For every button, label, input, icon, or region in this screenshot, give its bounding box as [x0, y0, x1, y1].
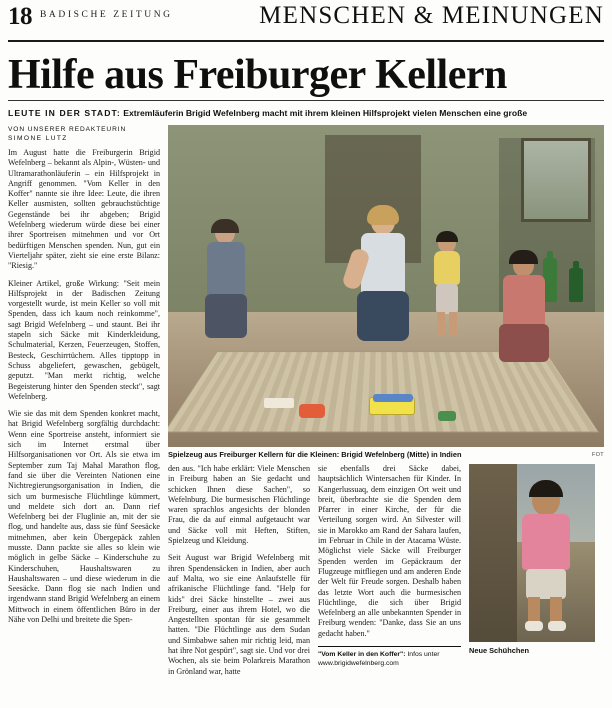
lower-columns [168, 464, 604, 684]
paragraph: Seit August war Brigid Wefelnberg mit ihren Spendensäcken in Indien, aber auch auf Malta, wo sie eine Anlaufstelle für afrikanische Flüchtlinge fand. "Help for kids" drei Säcke hinstellte – zwei aus Freiburg, einer aus ihrem Hotel, wo die Angestellten spontan für sie gesammelt hatten. "Die Flüchtlinge aus dem Sudan und Simbabwe sahen mir richtig leid, man hat ihre Not gespürt", sagt sie. Und vor drei Wochen, als sie beim Polarkreis Marathon in Grönland war, hatte [168, 553, 310, 676]
paragraph: den aus. "Ich habe erklärt: Viele Menschen in Freiburg haben an Sie gedacht und schicken Ihnen diese Sachen", so Wefelnburg. Die burmesischen Flüchtlinge waren sprachlos angesichts der blonden Frau, die da auf einmal aufgetaucht war und Säcke voll mit Heften, Stiften, Spielzeug und Kleidung. [168, 464, 310, 546]
paragraph: Wie sie das mit dem Spenden konkret macht, hat Brigid Wefelnberg sorgfältig durchdacht: Wenn eine Sportreise ansteht, informiert sie sich im Internet erstmal über Hilfsorganisationen vor Ort. Als sie etwa im September zum Taj Mahal Marathon flog, fand sie über die Vereinten Nationen eine Nichtregierungsorganisation in Indien, die sich um burmesische Flüchtlinge kümmert, und meldete sich dort an. Dann rief Wefelnberg bei der Fluglinie an, mit der sie flog, und handelte aus, dass sie fünf Seesäcke mitnehmen, aber kein Übergepäck zahlen musste. Dann packte sie alles so klein wie möglich in gelbe Säcke – Kinderschuhe zu Kinderschuhen, Haushaltswaren zu Haushaltswaren – und diese wiederum in die Seesäcke. Dann flog sie nach Indien und irgendwann stand Brigid Wefelnberg an einem Mittwoch in einem öffentlichen Büro in der Nähe von Delhi und breitete die Spen- [8, 409, 160, 625]
photo-small-wrap [469, 464, 595, 684]
infobox [318, 646, 461, 668]
page-number: 18 [8, 3, 32, 30]
kicker [8, 107, 604, 119]
section-title: MENSCHEN & MEINUNGEN [259, 2, 604, 29]
byline-name: SIMONE LUTZ [8, 135, 68, 142]
photo-bottle [569, 268, 583, 302]
byline [8, 125, 160, 143]
column-right [168, 125, 604, 676]
kicker-text: Extremläuferin Brigid Wefelnberg macht mit ihrem kleinen Hilfsprojekt vielen Menschen eine große [123, 108, 528, 118]
headline-rule [8, 100, 604, 101]
photo-person [203, 222, 249, 342]
photo-main [168, 125, 604, 447]
photo-person [499, 254, 551, 364]
photo-main-caption [168, 447, 604, 463]
photo-small-child [514, 485, 578, 635]
masthead [0, 0, 612, 38]
photo-small-wall [469, 464, 517, 642]
column-middle [168, 464, 310, 684]
photo-toy-red [299, 404, 325, 418]
paper-name: BADISCHE ZEITUNG [40, 10, 173, 20]
photo-small-caption: Neue Schühchen [469, 646, 529, 655]
paragraph: Im August hatte die Freiburgerin Brigid Wefelnberg – bekannt als Alpin-, Wüsten- und Ultramarathonläuferin – ein Hilfsprojekt in Angriff genommen. "Vom Keller in den Koffer" nannte sie ihre Idee: Leute, die ihren Keller ausmisten, sollten gebrauchstüchtige Gegenstände bei ihr abgeben; Brigid Wefelnberg wiederum würde diese bei einer ihrer Sportreisen mitnehmen und vor Ort bedürftigen Menschen spenden. Nun, gut ein Vierteljahr später, zieht sie eine erste Bilanz: "Riesig." [8, 148, 160, 271]
byline-prefix: VON UNSERER REDAKTEURIN [8, 126, 127, 133]
photo-toy-bus-windows [373, 394, 413, 402]
photo-small [469, 464, 595, 642]
infobox-title: "Vom Keller in den Koffer": [318, 651, 406, 659]
photo-child [430, 234, 464, 340]
photo-main-caption-text: Spielzeug aus Freiburger Kellern für die Kleinen: Brigid Wefelnberg (Mitte) in Indien [168, 450, 462, 459]
column-right-text [318, 464, 461, 684]
infobox-text: Infos unter www.brigidwefelnberg.com [318, 651, 440, 668]
paragraph: Kleiner Artikel, große Wirkung: "Seit mein Hilfsprojekt in der Badischen Zeitung vorgestellt wurde, ist mein Keller so voll mit Spenden, dass ich kaum noch reinkomme", sagt Brigid Wefelnberg – und staunt. Bei ihr stapeln sich Säcke mit Kinderkleidung, Schulmaterial, Kerzen, Feuerzeugen, Stoffen, Besteck, Geschirrtüchern. Alles tipptopp in Schuss abgeliefert, gewaschen, gebügelt, geputzt. "Man merkt richtig, welche Begeisterung hinter den Spenden steckt", sagt Wefelnberg. [8, 278, 160, 401]
photo-main-credit: FOT [592, 452, 604, 458]
photo-toy-green [438, 411, 456, 421]
page-title: Hilfe aus Freiburger Kellern [8, 52, 507, 98]
article-body [8, 125, 604, 676]
photo-paper-sheet [264, 398, 294, 408]
photo-person-main [355, 209, 411, 349]
masthead-rule [8, 40, 604, 42]
paragraph: sie ebenfalls drei Säcke dabei, hauptsächlich Wintersachen für Kinder. In Kangerlussuaq, dem einzigen Ort weit und breit, überbrachte sie die Spenden dem Pfarrer in einer Kirche, der für die Verteilung sorgen wird. An Silvester will sie in Marokko am Rand der Sahara laufen, im Februar in Chile in der Atacama Wüste. Möglichst viele Säcke will Freiburger Spenden werden im Gepäckraum der Flugzeuge mitfliegen und am anderen Ende der Welt für Freude sorgen. Deshalb haben das letzte Wort auch die burmesischen Flüchtlinge, die sich über Brigid Wefelnberg an alle unbekannten Spender in Freiburg wenden: "Danke, dass Sie an uns gedacht haben." [318, 464, 461, 638]
kicker-label: LEUTE IN DER STADT: [8, 108, 121, 118]
column-left [8, 125, 160, 670]
